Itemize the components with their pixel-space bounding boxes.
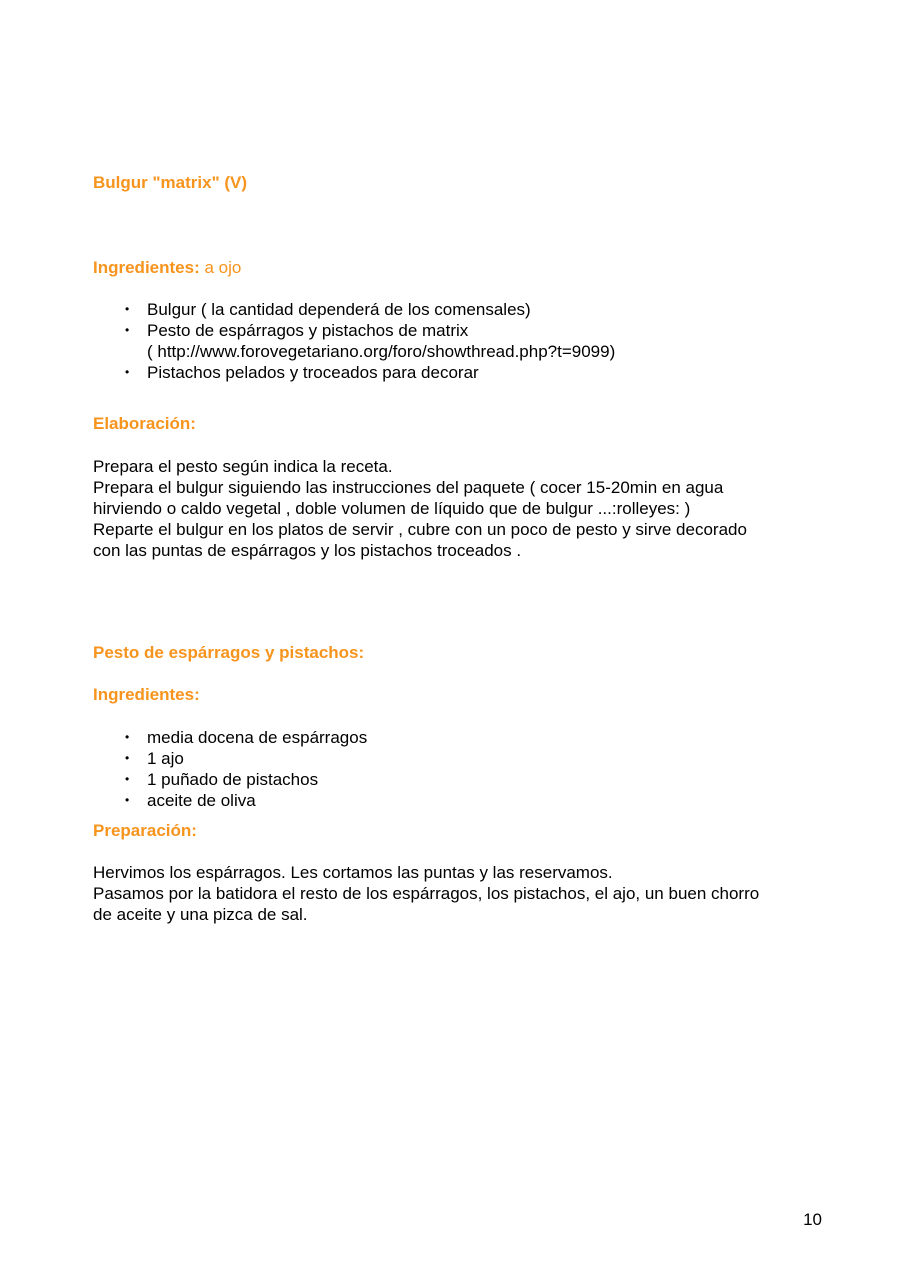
bullet-icon: • — [125, 302, 130, 316]
ingredient-text: Pesto de espárragos y pistachos de matrix — [147, 321, 469, 340]
ingredients-note: a ojo — [199, 258, 242, 277]
bullet-icon: • — [125, 793, 130, 807]
paragraph-line: Reparte el bulgur en los platos de servir , cubre con un poco de pesto y sirve decorado — [93, 520, 747, 539]
ingredients-list-pesto — [93, 727, 833, 811]
ingredient-text: 1 ajo — [147, 749, 184, 768]
paragraph-line: Prepara el bulgur siguiendo las instrucciones del paquete ( cocer 15-20min en agua — [93, 478, 724, 497]
list-item — [93, 320, 833, 362]
ingredient-text: Bulgur ( la cantidad dependerá de los comensales) — [147, 300, 531, 319]
ingredient-text: media docena de espárragos — [147, 728, 368, 747]
page-number: 10 — [803, 1210, 822, 1229]
ingredients-heading-pesto: Ingredientes: — [93, 685, 200, 704]
elaboration-heading: Elaboración: — [93, 414, 196, 433]
list-item — [93, 748, 833, 769]
bullet-icon: • — [125, 323, 130, 337]
bullet-icon: • — [125, 365, 130, 379]
paragraph-line: Pasamos por la batidora el resto de los espárragos, los pistachos, el ajo, un buen chorro — [93, 884, 760, 903]
paragraph-line: de aceite y una pizca de sal. — [93, 905, 308, 924]
ingredients-heading-bulgur — [93, 257, 833, 278]
ingredient-text: aceite de oliva — [147, 791, 256, 810]
paragraph-line: hirviendo o caldo vegetal , doble volumen de líquido que de bulgur ...:rolleyes: ) — [93, 499, 691, 518]
ingredients-label: Ingredientes: — [93, 258, 200, 277]
preparation-text — [93, 862, 833, 925]
bullet-icon: • — [125, 730, 130, 744]
recipe-title-pesto: Pesto de espárragos y pistachos: — [93, 643, 365, 662]
paragraph-line: Hervimos los espárragos. Les cortamos las puntas y las reservamos. — [93, 863, 613, 882]
recipe-title-bulgur: Bulgur "matrix" (V) — [93, 173, 248, 192]
list-item — [93, 790, 833, 811]
paragraph-line: con las puntas de espárragos y los pistachos troceados . — [93, 541, 522, 560]
preparation-heading: Preparación: — [93, 821, 197, 840]
elaboration-text — [93, 456, 833, 561]
list-item — [93, 727, 833, 748]
paragraph-line: Prepara el pesto según indica la receta. — [93, 457, 393, 476]
ingredients-list-bulgur — [93, 299, 833, 383]
bullet-icon: • — [125, 751, 130, 765]
ingredient-text: 1 puñado de pistachos — [147, 770, 319, 789]
ingredient-url: ( http://www.forovegetariano.org/foro/showthread.php?t=9099) — [147, 342, 616, 361]
list-item — [93, 362, 833, 383]
list-item — [93, 299, 833, 320]
list-item — [93, 769, 833, 790]
ingredient-text: Pistachos pelados y troceados para decorar — [147, 363, 479, 382]
bullet-icon: • — [125, 772, 130, 786]
